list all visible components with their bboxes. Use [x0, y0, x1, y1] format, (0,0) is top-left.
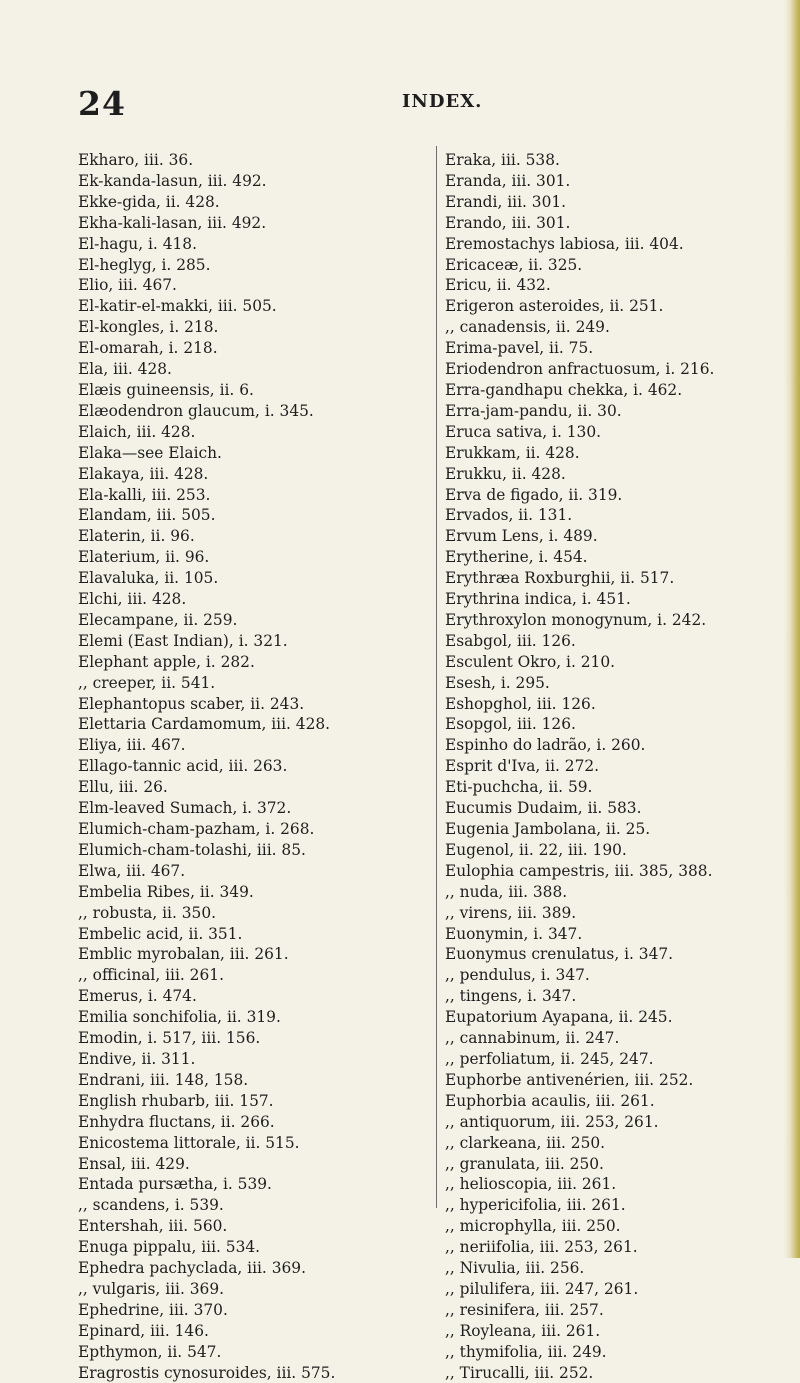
index-entry: Ervados, ii. 131.	[445, 506, 573, 525]
index-entry: Enuga pippalu, iii. 534.	[78, 1238, 261, 1257]
index-entry: ,, nuda, iii. 388.	[445, 882, 568, 901]
index-entry: Ellu, iii. 26.	[78, 778, 168, 797]
index-entry: English rhubarb, iii. 157.	[78, 1091, 274, 1110]
index-entry: Elaterium, ii. 96.	[78, 548, 210, 567]
index-entry: Erythroxylon monogynum, i. 242.	[445, 610, 707, 629]
index-entry: ,, clarkeana, iii. 250.	[445, 1133, 606, 1152]
index-entry: Enicostema littorale, ii. 515.	[78, 1133, 300, 1152]
index-entry: Ericu, ii. 432.	[445, 276, 551, 295]
index-entry: ,, neriifolia, iii. 253, 261.	[445, 1238, 638, 1257]
index-entry: ,, Royleana, iii. 261.	[445, 1321, 601, 1340]
index-entry: Elecampane, ii. 259.	[78, 610, 238, 629]
index-entry: Ensal, iii. 429.	[78, 1154, 190, 1173]
index-entry: Ephedra pachyclada, iii. 369.	[78, 1259, 306, 1278]
index-entry: Eragrostis cynosuroides, iii. 575.	[78, 1363, 336, 1382]
index-entry: Emblic myrobalan, iii. 261.	[78, 945, 289, 964]
index-entry: Eranda, iii. 301.	[445, 171, 571, 190]
index-entry: ,, thymifolia, iii. 249.	[445, 1342, 607, 1361]
page-edge-shadow	[784, 0, 800, 1258]
index-entry: Ervum Lens, i. 489.	[445, 527, 598, 546]
index-entry: Elandam, iii. 505.	[78, 506, 216, 525]
index-entry: ,, virens, iii. 389.	[445, 903, 577, 922]
index-entry: Eremostachys labiosa, iii. 404.	[445, 234, 684, 253]
index-entry: ,, officinal, iii. 261.	[78, 966, 224, 985]
index-entry: Entada pursætha, i. 539.	[78, 1175, 272, 1194]
index-entry: ,, hypericifolia, iii. 261.	[445, 1196, 626, 1215]
index-column-left	[78, 150, 398, 1383]
index-entry: Ericaceæ, ii. 325.	[445, 255, 583, 274]
index-entry: El-katir-el-makki, iii. 505.	[78, 297, 277, 316]
index-entry: Erra-gandhapu chekka, i. 462.	[445, 380, 683, 399]
index-entry: Erigeron asteroides, ii. 251.	[445, 297, 664, 316]
index-entry: Ephedrine, iii. 370.	[78, 1300, 228, 1319]
index-entry: Ellago-tannic acid, iii. 263.	[78, 757, 288, 776]
index-entry: Elaterin, ii. 96.	[78, 527, 195, 546]
index-entry: Ela-kalli, iii. 253.	[78, 485, 211, 504]
index-entry: ,, perfoliatum, ii. 245, 247.	[445, 1049, 654, 1068]
index-entry: Elaka—see Elaich.	[78, 443, 222, 462]
index-entry: Erythrina indica, i. 451.	[445, 590, 631, 609]
index-entry: Erandi, iii. 301.	[445, 192, 567, 211]
index-entry: ,, tingens, i. 347.	[445, 987, 577, 1006]
index-entry: Espinho do ladrão, i. 260.	[445, 736, 646, 755]
index-entry: Erytherine, i. 454.	[445, 548, 588, 567]
index-entry: Epinard, iii. 146.	[78, 1321, 209, 1340]
index-entry: Erra-jam-pandu, ii. 30.	[445, 401, 622, 420]
index-entry: Elwa, iii. 467.	[78, 861, 186, 880]
index-entry: ,, pendulus, i. 347.	[445, 966, 590, 985]
index-entry: Erva de figado, ii. 319.	[445, 485, 623, 504]
index-entry: Elm-leaved Sumach, i. 372.	[78, 799, 292, 818]
index-entry: Erando, iii. 301.	[445, 213, 571, 232]
index-entry: Embelia Ribes, ii. 349.	[78, 882, 254, 901]
index-entry: Ekke-gida, ii. 428.	[78, 192, 220, 211]
index-entry: Endive, ii. 311.	[78, 1049, 196, 1068]
index-entry: ,, canadensis, ii. 249.	[445, 318, 610, 337]
index-entry: Eraka, iii. 538.	[445, 151, 560, 169]
index-entry: ,, pilulifera, iii. 247, 261.	[445, 1279, 639, 1298]
index-entry: Elavaluka, ii. 105.	[78, 569, 219, 588]
index-entry: Esprit d'Iva, ii. 272.	[445, 757, 600, 776]
index-entry: Euphorbe antivenérien, iii. 252.	[445, 1070, 694, 1089]
index-entry: ,, granulata, iii. 250.	[445, 1154, 604, 1173]
index-entry: Eucumis Dudaim, ii. 583.	[445, 799, 642, 818]
index-entry: ,, resinifera, iii. 257.	[445, 1300, 604, 1319]
index-entry: Elumich-cham-pazham, i. 268.	[78, 820, 315, 838]
index-entry: Esabgol, iii. 126.	[445, 631, 576, 650]
index-entry: Eliya, iii. 467.	[78, 736, 186, 755]
index-entry: Eriodendron anfractuosum, i. 216.	[445, 360, 715, 379]
index-entry: Ek-kanda-lasun, iii. 492.	[78, 171, 267, 190]
index-entry: Eruca sativa, i. 130.	[445, 422, 602, 441]
index-entry: Elumich-cham-tolashi, iii. 85.	[78, 840, 306, 859]
index-entry: Eshopghol, iii. 126.	[445, 694, 596, 713]
index-entry: El-heglyg, i. 285.	[78, 255, 211, 274]
index-entry: Eugenol, ii. 22, iii. 190.	[445, 840, 627, 859]
index-entry: Esculent Okro, i. 210.	[445, 652, 616, 671]
index-entry: Elio, iii. 467.	[78, 276, 177, 295]
index-entry: Ekharo, iii. 36.	[78, 151, 194, 169]
index-entry: Erukkam, ii. 428.	[445, 443, 580, 462]
index-column-right	[445, 150, 780, 1383]
index-entry: ,, vulgaris, iii. 369.	[78, 1279, 225, 1298]
index-entry: Entershah, iii. 560.	[78, 1217, 228, 1236]
index-entry: ,, creeper, ii. 541.	[78, 673, 216, 692]
index-entry: Esopgol, iii. 126.	[445, 715, 576, 734]
index-entry: Elephant apple, i. 282.	[78, 652, 255, 671]
index-entry: Endrani, iii. 148, 158.	[78, 1070, 249, 1089]
index-entry: ,, scandens, i. 539.	[78, 1196, 224, 1215]
index-entry: Emodin, i. 517, iii. 156.	[78, 1029, 261, 1048]
index-entry: Elæis guineensis, ii. 6.	[78, 380, 254, 399]
index-entry: Elakaya, iii. 428.	[78, 464, 209, 483]
index-entry: El-kongles, i. 218.	[78, 318, 219, 337]
index-entry: Elaich, iii. 428.	[78, 422, 196, 441]
page-number: 24	[78, 84, 126, 123]
index-entry: Esesh, i. 295.	[445, 673, 550, 692]
index-entry: Eupatorium Ayapana, ii. 245.	[445, 1008, 673, 1027]
index-entry: Erukku, ii. 428.	[445, 464, 566, 483]
index-entry: Elchi, iii. 428.	[78, 590, 187, 609]
index-entry: Elemi (East Indian), i. 321.	[78, 631, 288, 650]
index-entry: Euphorbia acaulis, iii. 261.	[445, 1091, 655, 1110]
index-entry: ,, cannabinum, ii. 247.	[445, 1029, 620, 1048]
index-entry: Ekha-kali-lasan, iii. 492.	[78, 213, 267, 232]
index-entry: ,, microphylla, iii. 250.	[445, 1217, 621, 1236]
index-entry: Ela, iii. 428.	[78, 360, 172, 379]
index-entry: Elephantopus scaber, ii. 243.	[78, 694, 305, 713]
index-entry: Eugenia Jambolana, ii. 25.	[445, 820, 651, 838]
index-entry: Eulophia campestris, iii. 385, 388.	[445, 861, 713, 880]
index-entry: Epthymon, ii. 547.	[78, 1342, 222, 1361]
index-entry: ,, robusta, ii. 350.	[78, 903, 217, 922]
index-entry: ,, helioscopia, iii. 261.	[445, 1175, 617, 1194]
index-entry: Eti-puchcha, ii. 59.	[445, 778, 593, 797]
running-head: INDEX.	[402, 91, 483, 112]
index-entry: Emilia sonchifolia, ii. 319.	[78, 1008, 281, 1027]
index-entry: Enhydra fluctans, ii. 266.	[78, 1112, 275, 1131]
index-entry: ,, Tirucalli, iii. 252.	[445, 1363, 594, 1382]
index-entry: Emerus, i. 474.	[78, 987, 197, 1006]
index-entry: Elæodendron glaucum, i. 345.	[78, 401, 314, 420]
index-entry: Erima-pavel, ii. 75.	[445, 339, 594, 358]
index-entry: Euonymus crenulatus, i. 347.	[445, 945, 674, 964]
column-divider	[436, 146, 437, 1208]
index-entry: Embelic acid, ii. 351.	[78, 924, 243, 943]
index-entry: Elettaria Cardamomum, iii. 428.	[78, 715, 331, 734]
index-entry: ,, Nivulia, iii. 256.	[445, 1259, 585, 1278]
index-entry: El-omarah, i. 218.	[78, 339, 218, 358]
index-entry: Erythræa Roxburghii, ii. 517.	[445, 569, 675, 588]
index-entry: ,, antiquorum, iii. 253, 261.	[445, 1112, 659, 1131]
index-entry: Euonymin, i. 347.	[445, 924, 583, 943]
index-entry: El-hagu, i. 418.	[78, 234, 197, 253]
